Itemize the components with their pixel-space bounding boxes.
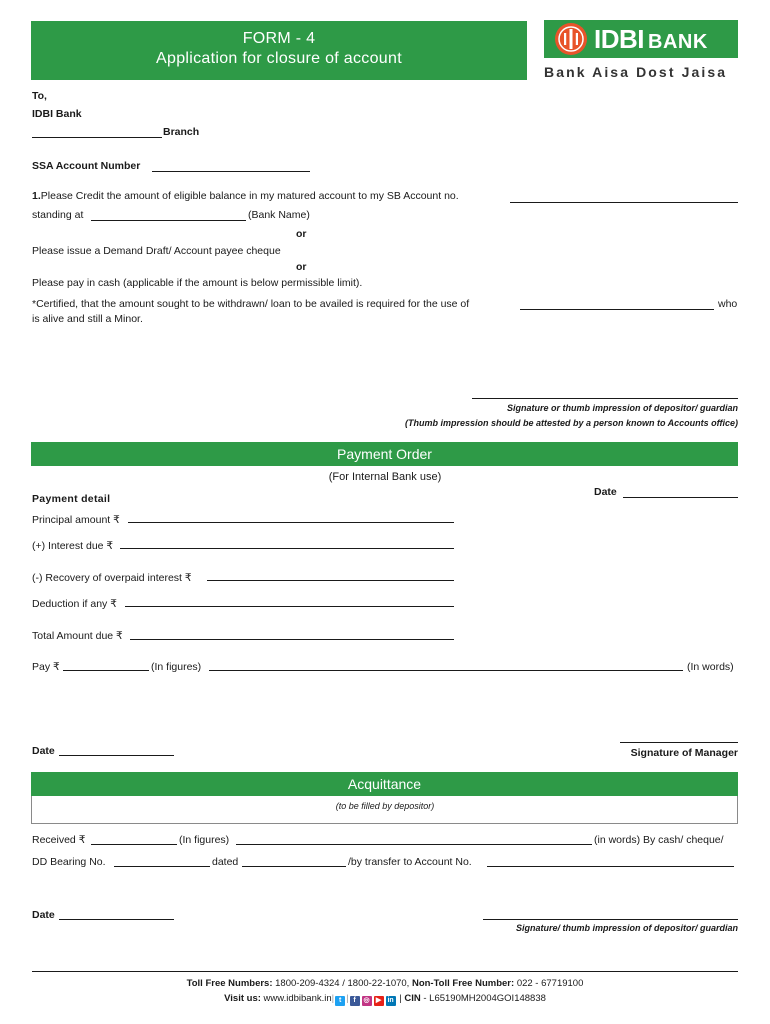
received-label: Received ₹: [32, 834, 86, 846]
po-date2-field[interactable]: [59, 755, 174, 756]
toll-free-label: Toll Free Numbers:: [186, 978, 273, 989]
po-date2-label: Date: [32, 745, 55, 757]
acq-signature-label: Signature/ thumb impression of depositor/ guardian: [515, 923, 738, 933]
interest-label: (+) Interest due ₹: [32, 540, 114, 552]
footer-phone-line: [0, 978, 770, 989]
recovery-label: (-) Recovery of overpaid interest ₹: [32, 572, 192, 584]
bank-name-label: (Bank Name): [248, 209, 310, 221]
standing-at-label: standing at: [32, 209, 84, 221]
deduction-label: Deduction if any ₹: [32, 598, 117, 610]
dd-bearing-field[interactable]: [114, 866, 210, 867]
acq-signature-field[interactable]: [483, 919, 738, 920]
manager-signature-label: Signature of Manager: [630, 747, 738, 759]
recovery-field[interactable]: [207, 580, 454, 581]
logo-idbi: IDBI: [594, 23, 644, 54]
to-label: To,: [32, 90, 47, 102]
principal-label: Principal amount ₹: [32, 514, 120, 526]
dd-instruction: Please issue a Demand Draft/ Account payee cheque: [32, 245, 281, 257]
minor-name-field[interactable]: [520, 309, 714, 310]
received-words-label: (in words) By cash/ cheque/: [594, 834, 724, 846]
form-number: FORM - 4: [242, 30, 316, 47]
total-label: Total Amount due ₹: [32, 630, 123, 642]
principal-field[interactable]: [128, 522, 454, 523]
branch-field[interactable]: [32, 137, 162, 138]
idbi-logo: [544, 20, 738, 58]
standing-at-field[interactable]: [91, 220, 246, 221]
sb-account-field[interactable]: [510, 202, 738, 203]
manager-signature-field[interactable]: [620, 742, 738, 743]
acq-date-field[interactable]: [59, 919, 174, 920]
bank-name: IDBI Bank: [32, 108, 82, 120]
tagline: Bank Aisa Dost Jaisa: [544, 64, 728, 80]
facebook-icon[interactable]: f: [350, 996, 360, 1006]
or-1: or: [296, 228, 307, 240]
pay-words-field[interactable]: [209, 670, 683, 671]
deduction-field[interactable]: [125, 606, 454, 607]
form-title-banner: [31, 21, 527, 80]
pay-label: Pay ₹: [32, 661, 60, 673]
visit-label: Visit us:: [224, 993, 261, 1004]
form-title: Application for closure of account: [156, 50, 402, 67]
branch-label: Branch: [163, 126, 200, 138]
cin-label: CIN: [404, 993, 421, 1004]
idbi-emblem-icon: [554, 22, 588, 56]
website-link[interactable]: www.idbibank.in: [263, 993, 332, 1004]
dated-field[interactable]: [242, 866, 346, 867]
dated-label: dated: [212, 856, 239, 868]
internal-use-note: (For Internal Bank use): [328, 471, 442, 483]
total-field[interactable]: [130, 639, 454, 640]
received-figures-label: (In figures): [179, 834, 230, 846]
footer-divider: [32, 971, 738, 972]
twitter-icon[interactable]: t: [335, 996, 345, 1006]
instagram-icon[interactable]: ◎: [363, 997, 370, 1004]
instruction-1: [32, 190, 459, 202]
footer-web-line: Visit us: www.idbibank.in| t | f ◎ ▶ in | CIN - L65190MH2004GOI148838: [224, 993, 546, 1004]
transfer-label: /by transfer to Account No.: [348, 856, 472, 868]
received-figures-field[interactable]: [91, 844, 177, 845]
logo-text: [594, 24, 708, 55]
acq-date-label: Date: [32, 909, 55, 921]
pay-words-label: (In words): [687, 661, 734, 673]
youtube-icon[interactable]: ▶: [374, 996, 384, 1006]
toll-free-numbers: 1800-209-4324 / 1800-22-1070,: [275, 978, 410, 989]
payment-detail-label: Payment detail: [32, 493, 111, 505]
po-date-label: Date: [594, 486, 617, 498]
cin-value: - L65190MH2004GOI148838: [423, 993, 546, 1004]
depositor-signature-field[interactable]: [472, 398, 738, 399]
ssa-label: SSA Account Number: [32, 160, 141, 172]
logo-bank: BANK: [648, 30, 708, 53]
transfer-account-field[interactable]: [487, 866, 734, 867]
depositor-signature-label: Signature or thumb impression of depositor/ guardian: [506, 403, 738, 413]
thumb-note: (Thumb impression should be attested by a person known to Accounts office): [404, 418, 738, 428]
who-label: who: [718, 298, 738, 310]
or-2: or: [296, 261, 307, 273]
pay-figures-field[interactable]: [63, 670, 149, 671]
non-toll-label: Non-Toll Free Number:: [411, 978, 515, 989]
non-toll-number: 022 - 67719100: [516, 978, 584, 989]
interest-field[interactable]: [120, 548, 454, 549]
certified-text: *Certified, that the amount sought to be withdrawn/ loan to be availed is required for the use of: [32, 298, 470, 310]
dd-bearing-label: DD Bearing No.: [32, 856, 106, 868]
cash-instruction: Please pay in cash (applicable if the amount is below permissible limit).: [32, 277, 363, 289]
acquittance-note: (to be filled by depositor): [335, 801, 435, 811]
minor-text: is alive and still a Minor.: [32, 313, 143, 325]
pay-figures-label: (In figures): [151, 661, 202, 673]
item-number: 1.: [32, 190, 41, 202]
item1-text: Please Credit the amount of eligible balance in my matured account to my SB Account no.: [40, 190, 459, 202]
acquittance-bar: Acquittance: [31, 772, 738, 796]
linkedin-icon[interactable]: in: [387, 997, 394, 1004]
received-words-field[interactable]: [236, 844, 592, 845]
payment-order-bar: Payment Order: [31, 442, 738, 466]
ssa-account-field[interactable]: [152, 171, 310, 172]
po-date-field[interactable]: [623, 497, 738, 498]
